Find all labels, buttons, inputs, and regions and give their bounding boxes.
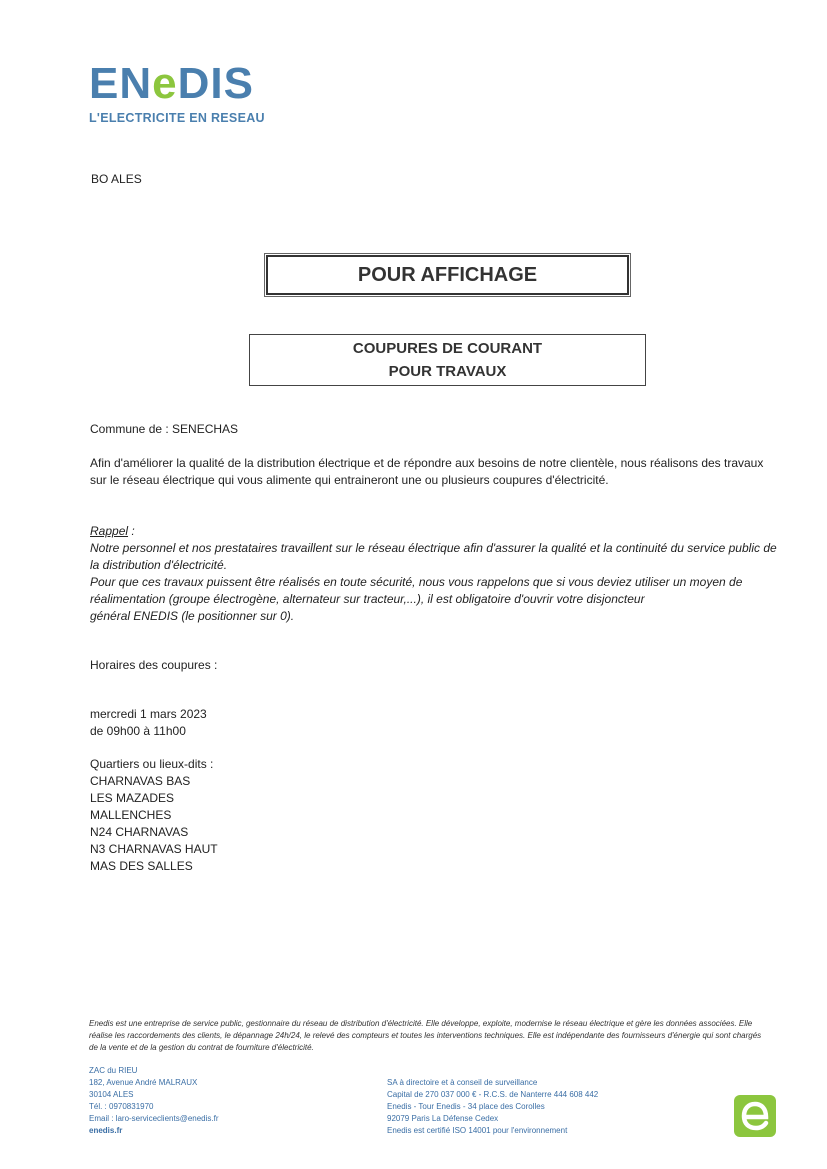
- office-name: BO ALES: [91, 172, 142, 186]
- list-item: CHARNAVAS BAS: [90, 774, 191, 788]
- logo-part-1: EN: [89, 59, 153, 108]
- quartiers-label: Quartiers ou lieux-dits :: [90, 757, 214, 771]
- address-line-3: 30104 ALES: [89, 1090, 134, 1099]
- address-phone: Tél. : 0970831970: [89, 1102, 154, 1111]
- footer-note: Enedis est une entreprise de service public, gestionnaire du réseau de distribution d'électricité. Elle développe, exploite, modernise le réseau électrique et gère les données associées. Elle réalise les raccordements des clients, le dépannage 24h/24, le relevé des compteurs et toutes les interventions techniques. Elle est indépendante des fournisseurs d'énergie qui sont chargés de la vente et de la gestion du contrat de fourniture d'électricité.: [89, 1019, 762, 1052]
- legal-line-2: Capital de 270 037 000 € - R.C.S. de Nanterre 444 608 442: [387, 1090, 599, 1099]
- website-link[interactable]: enedis.fr: [89, 1126, 123, 1135]
- address-email: Email : laro-serviceclients@enedis.fr: [89, 1114, 219, 1123]
- logo-tagline: L'ELECTRICITE EN RESEAU: [89, 111, 265, 125]
- rappel-heading: [90, 523, 780, 540]
- notice-title-box: [266, 255, 629, 295]
- intro-paragraph: Afin d'améliorer la qualité de la distribution électrique et de répondre aux besoins de notre clientèle, nous réalisons des travaux sur le réseau électrique qui vous alimente qui entraineront une ou plusieurs coupures d'électricité.: [90, 456, 764, 487]
- rappel-heading-text: Rappel: [90, 524, 129, 538]
- list-item: LES MAZADES: [90, 791, 175, 805]
- rappel-heading-suffix: :: [128, 524, 135, 538]
- rappel-line-1: Notre personnel et nos prestataires travaillent sur le réseau électrique afin d'assurer la qualité et la continuité du service public de la distribution d'électricité.: [90, 541, 777, 572]
- outage-schedule: [90, 706, 207, 740]
- list-item: N24 CHARNAVAS: [90, 825, 189, 839]
- legal-line-1: SA à directoire et à conseil de surveillance: [387, 1078, 538, 1087]
- footer-legal: [387, 1077, 598, 1137]
- subject-box: [249, 334, 646, 386]
- list-item: N3 CHARNAVAS HAUT: [90, 842, 218, 856]
- horaires-label: Horaires des coupures :: [90, 658, 218, 672]
- subject-line-2: POUR TRAVAUX: [388, 363, 507, 380]
- address-line-1: ZAC du RIEU: [89, 1066, 138, 1075]
- enedis-small-logo-icon: [734, 1095, 776, 1137]
- commune: Commune de : SENECHAS: [90, 422, 239, 436]
- enedis-logo: [89, 59, 254, 108]
- rappel-section: [90, 523, 780, 625]
- subject-line-1: COUPURES DE COURANT: [352, 340, 543, 357]
- outage-time: de 09h00 à 11h00: [90, 724, 186, 738]
- legal-line-5: Enedis est certifié ISO 14001 pour l'environnement: [387, 1126, 568, 1135]
- list-item: MAS DES SALLES: [90, 859, 193, 873]
- address-line-2: 182, Avenue André MALRAUX: [89, 1078, 198, 1087]
- notice-title: POUR AFFICHAGE: [357, 263, 538, 286]
- logo-part-3: DIS: [177, 59, 254, 108]
- legal-line-3: Enedis - Tour Enedis - 34 place des Corolles: [387, 1102, 545, 1111]
- rappel-line-3: général ENEDIS (le positionner sur 0).: [90, 609, 295, 623]
- outage-date: mercredi 1 mars 2023: [90, 707, 207, 721]
- list-item: MALLENCHES: [90, 808, 172, 822]
- rappel-line-2: Pour que ces travaux puissent être réalisés en toute sécurité, nous vous rappelons que si vous deviez utiliser un moyen de réalimentation (groupe électrogène, alternateur sur tracteur,...), il est obligatoire d'ouvrir votre disjoncteur: [90, 575, 743, 606]
- quartiers-section: [90, 756, 218, 875]
- footer-address: [89, 1065, 219, 1137]
- logo-part-2: e: [152, 59, 178, 108]
- legal-line-4: 92079 Paris La Défense Cedex: [387, 1114, 499, 1123]
